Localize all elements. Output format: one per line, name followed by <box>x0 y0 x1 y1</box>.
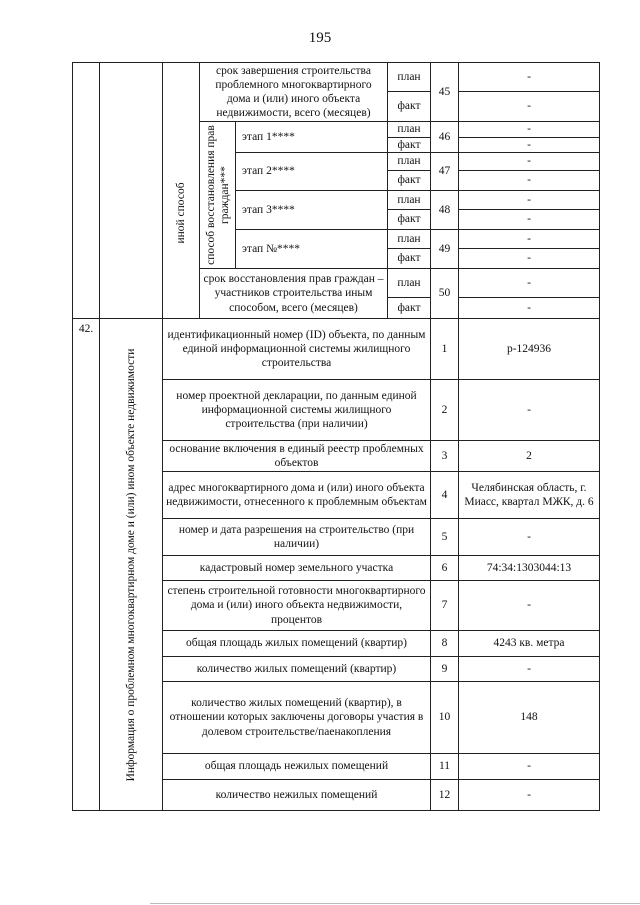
stage-2-num: 47 <box>430 152 459 191</box>
row-4-num: 4 <box>430 471 459 519</box>
row-6-label: кадастровый номер земельного участка <box>162 555 431 581</box>
stage-n-plan-value: - <box>458 229 600 249</box>
stage-2-plan-label: план <box>387 152 431 171</box>
row-2-label: номер проектной декларации, по данным единой информационной системы жилищного строительства (при наличии) <box>162 379 431 441</box>
restoration-method-cell <box>199 121 236 269</box>
row-1-label: идентификационный номер (ID) объекта, по данным единой информационной системы жилищного строительства <box>162 318 431 380</box>
stage-3-fact-value: - <box>458 209 600 230</box>
stage-2-fact-value: - <box>458 170 600 191</box>
row-8-label: общая площадь жилых помещений (квартир) <box>162 630 431 657</box>
stage-1-num: 46 <box>430 121 459 153</box>
row-10-label: количество жилых помещений (квартир), в отношении которых заключены договоры участия в долевом строительстве/паенакопления <box>162 681 431 754</box>
bottom-divider <box>150 903 640 904</box>
row-1-value: р-124936 <box>458 318 600 380</box>
row-11-num: 11 <box>430 753 459 780</box>
row-5-label: номер и дата разрешения на строительство (при наличии) <box>162 518 431 556</box>
row-10-value: 148 <box>458 681 600 754</box>
row-10-num: 10 <box>430 681 459 754</box>
row-8-num: 8 <box>430 630 459 657</box>
group-cell-empty <box>99 62 163 319</box>
row-4-value: Челябинская область, г. Миасс, квартал МЖК, д. 6 <box>458 471 600 519</box>
stage-3-fact-label: факт <box>387 209 431 230</box>
stage-n-fact-value: - <box>458 248 600 269</box>
stage-1-label: этап 1**** <box>235 121 388 153</box>
restoration-method-label: способ восстановления прав граждан*** <box>204 125 231 265</box>
restoration-plan-value: - <box>458 268 600 298</box>
other-method-label: иной способ <box>174 182 187 244</box>
row-2-value: - <box>458 379 600 441</box>
stage-2-fact-label: факт <box>387 170 431 191</box>
row-7-num: 7 <box>430 580 459 631</box>
row-5-value: - <box>458 518 600 556</box>
row-8-value: 4243 кв. метра <box>458 630 600 657</box>
completion-fact-label: факт <box>387 91 431 122</box>
row-6-num: 6 <box>430 555 459 581</box>
section-42-group-title: Информация о проблемном многоквартирном доме и (или) ином объекте недвижимости <box>124 348 137 782</box>
row-7-label: степень строительной готовности многоквартирного дома и (или) иного объекта недвижимости, процентов <box>162 580 431 631</box>
restoration-plan-label: план <box>387 268 431 298</box>
stage-3-num: 48 <box>430 190 459 230</box>
stage-1-fact-label: факт <box>387 137 431 153</box>
row-3-num: 3 <box>430 440 459 472</box>
page-number: 195 <box>308 30 332 46</box>
stage-n-num: 49 <box>430 229 459 269</box>
row-12-value: - <box>458 779 600 811</box>
completion-plan-label: план <box>387 62 431 92</box>
index-cell-empty <box>72 62 100 319</box>
row-9-label: количество жилых помещений (квартир) <box>162 656 431 682</box>
stage-3-plan-label: план <box>387 190 431 210</box>
completion-fact-value: - <box>458 91 600 122</box>
restoration-fact-value: - <box>458 297 600 319</box>
completion-plan-value: - <box>458 62 600 92</box>
other-method-cell <box>162 62 200 319</box>
row-9-num: 9 <box>430 656 459 682</box>
row-3-label: основание включения в единый реестр проблемных объектов <box>162 440 431 472</box>
row-2-num: 2 <box>430 379 459 441</box>
stage-1-fact-value: - <box>458 137 600 153</box>
stage-3-plan-value: - <box>458 190 600 210</box>
restoration-term-label: срок восстановления прав граждан – участников строительства иным способом, всего (месяцев) <box>199 268 388 319</box>
row-12-label: количество нежилых помещений <box>162 779 431 811</box>
stage-2-plan-value: - <box>458 152 600 171</box>
row-11-value: - <box>458 753 600 780</box>
stage-2-label: этап 2**** <box>235 152 388 191</box>
row-9-value: - <box>458 656 600 682</box>
row-12-num: 12 <box>430 779 459 811</box>
stage-1-plan-label: план <box>387 121 431 138</box>
row-6-value: 74:34:1303044:13 <box>458 555 600 581</box>
row-3-value: 2 <box>458 440 600 472</box>
row-11-label: общая площадь нежилых помещений <box>162 753 431 780</box>
stage-1-plan-value: - <box>458 121 600 138</box>
row-4-label: адрес многоквартирного дома и (или) иного объекта недвижимости, отнесенного к проблемным объектам <box>162 471 431 519</box>
stage-3-label: этап 3**** <box>235 190 388 230</box>
restoration-num: 50 <box>430 268 459 319</box>
section-42-group-cell <box>99 318 163 811</box>
completion-term-label: срок завершения строительства проблемного многоквартирного дома и (или) иного объекта недвижимости, всего (месяцев) <box>199 62 388 122</box>
stage-n-plan-label: план <box>387 229 431 249</box>
stage-n-label: этап №**** <box>235 229 388 269</box>
completion-num: 45 <box>430 62 459 122</box>
row-7-value: - <box>458 580 600 631</box>
row-1-num: 1 <box>430 318 459 380</box>
section-42-index: 42. <box>72 318 100 811</box>
stage-n-fact-label: факт <box>387 248 431 269</box>
row-5-num: 5 <box>430 518 459 556</box>
restoration-fact-label: факт <box>387 297 431 319</box>
